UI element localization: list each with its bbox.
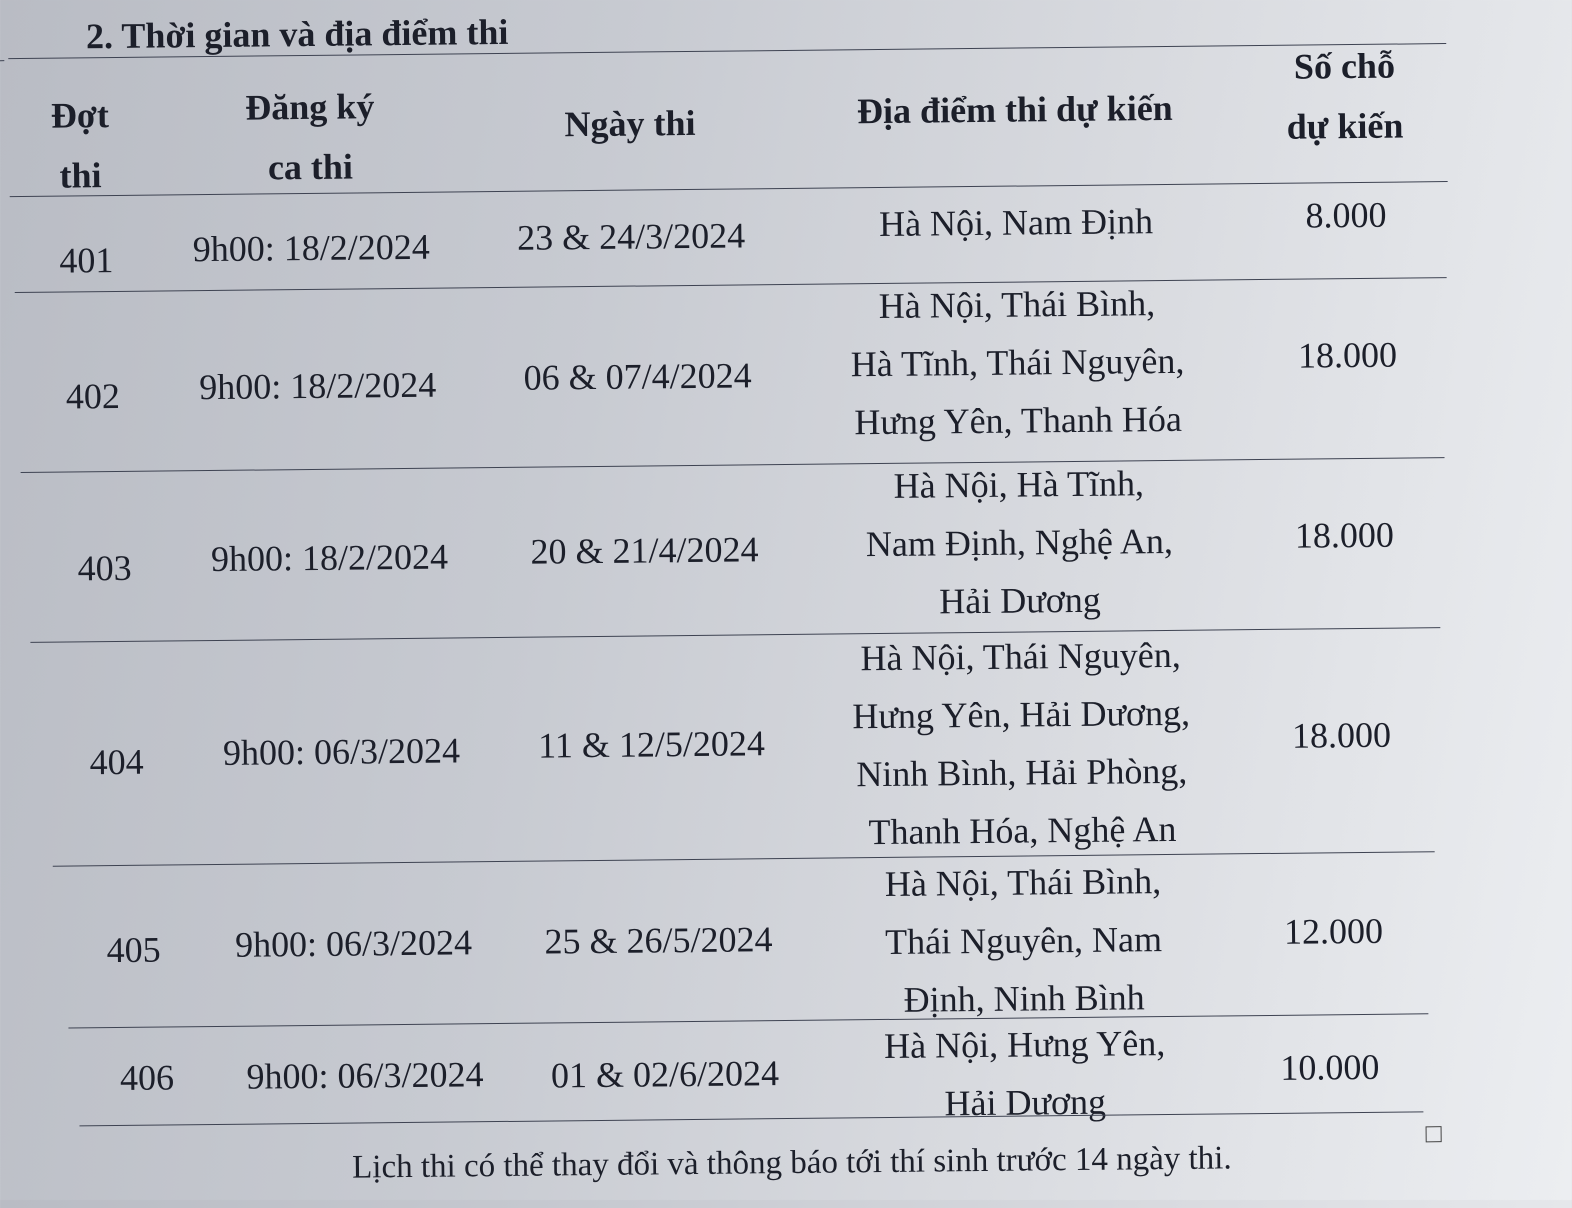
row-ngay-thi: 20 & 21/4/2024	[530, 529, 759, 572]
header-so-cho-line1: Số chỗ	[1293, 45, 1396, 87]
row-ngay-thi: 11 & 12/5/2024	[537, 723, 766, 766]
location-line: Hải Dương	[944, 1081, 1107, 1124]
header-dot-thi-line1: Đợt	[50, 95, 110, 136]
row-dot: 405	[106, 929, 161, 971]
header-so-cho	[1254, 35, 1435, 157]
row-dot: 406	[119, 1057, 175, 1098]
row-dang-ky: 9h00: 06/3/2024	[222, 730, 461, 773]
header-dot-thi-line2: thi	[59, 155, 102, 196]
location-line: Thái Nguyên, Nam	[884, 919, 1163, 962]
header-ngay-thi: Ngày thi	[564, 102, 696, 145]
row-dang-ky: 9h00: 06/3/2024	[234, 922, 473, 965]
location-line: Hà Nội, Thái Bình,	[884, 861, 1162, 904]
header-dia-diem: Địa điểm thi dự kiến	[856, 87, 1173, 132]
row-dot: 401	[59, 240, 114, 281]
location-line: Hà Tĩnh, Thái Nguyên,	[850, 340, 1185, 385]
row-dia-diem	[793, 851, 1255, 1030]
location-line: Hà Nội, Hưng Yên,	[883, 1023, 1166, 1066]
section-title: 2. Thời gian và địa điểm thi	[85, 11, 509, 57]
location-line: Hà Nội, Hà Tĩnh,	[893, 463, 1145, 506]
header-dang-ky-line2: ca thi	[267, 146, 354, 188]
row-dia-diem	[787, 273, 1249, 452]
location-line: Hưng Yên, Hải Dương,	[852, 692, 1191, 737]
row-so-cho: 18.000	[1294, 514, 1395, 556]
location-line: Hà Nội, Thái Nguyên,	[860, 634, 1181, 679]
row-so-cho: 18.000	[1297, 334, 1398, 376]
row-dot: 404	[89, 741, 144, 783]
left-margin-mark	[0, 60, 4, 61]
footnote: Lịch thi có thể thay đổi và thông báo tới thí sinh trước 14 ngày thi.	[351, 1140, 1232, 1186]
row-dang-ky: 9h00: 18/2/2024	[199, 364, 437, 408]
row-dang-ky: 9h00: 06/3/2024	[246, 1054, 484, 1097]
location-line: Thanh Hóa, Nghệ An	[868, 808, 1177, 853]
header-dot-thi	[25, 85, 136, 206]
location-line: Hải Dương	[939, 579, 1101, 622]
row-dot: 402	[65, 375, 121, 417]
row-dang-ky: 9h00: 18/2/2024	[192, 226, 430, 270]
location-line: Nam Định, Nghệ An,	[865, 520, 1174, 565]
row-so-cho: 8.000	[1305, 194, 1387, 236]
row-ngay-thi: 06 & 07/4/2024	[523, 355, 752, 398]
row-dot: 403	[77, 547, 132, 589]
row-ngay-thi: 01 & 02/6/2024	[550, 1053, 780, 1096]
row-so-cho: 10.000	[1280, 1046, 1380, 1088]
row-dang-ky: 9h00: 18/2/2024	[210, 536, 449, 580]
row-dia-diem	[790, 625, 1252, 862]
row-so-cho: 18.000	[1291, 714, 1392, 756]
row-so-cho: 12.000	[1283, 910, 1384, 952]
location-line: Định, Ninh Bình	[903, 977, 1145, 1020]
location-line: Hà Nội, Nam Định	[878, 201, 1154, 245]
header-dang-ky	[195, 76, 426, 198]
location-line: Hưng Yên, Thanh Hóa	[854, 398, 1183, 443]
row-ngay-thi: 23 & 24/3/2024	[516, 215, 746, 258]
header-dang-ky-line1: Đăng ký	[245, 86, 375, 128]
row-ngay-thi: 25 & 26/5/2024	[544, 919, 773, 962]
location-line: Hà Nội, Thái Bình,	[878, 283, 1156, 327]
location-line: Ninh Bình, Hải Phòng,	[856, 750, 1188, 795]
row-dia-diem	[786, 191, 1247, 254]
header-so-cho-line2: dự kiến	[1286, 105, 1404, 147]
row-dia-diem	[789, 453, 1251, 632]
